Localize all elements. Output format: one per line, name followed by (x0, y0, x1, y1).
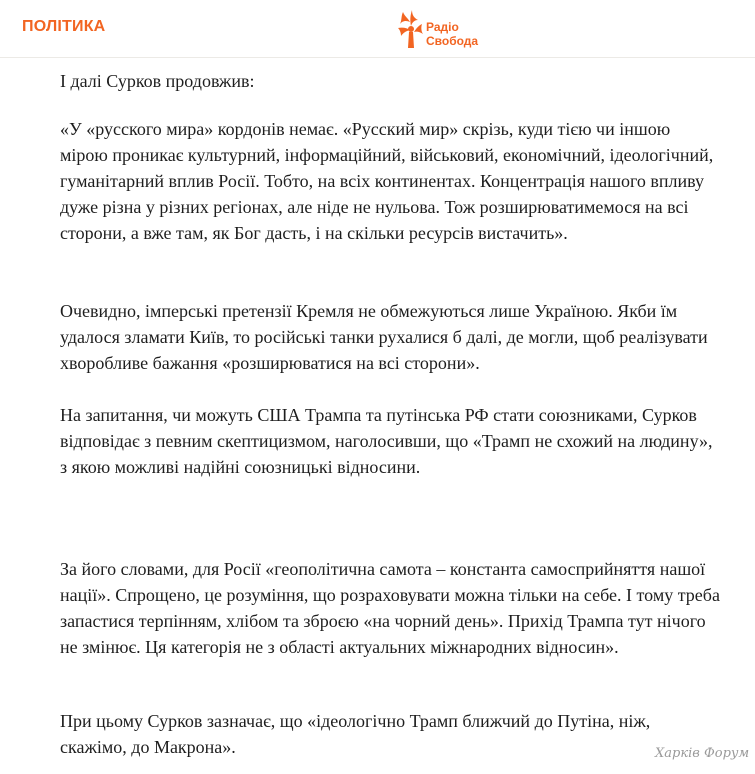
logo-flame-icon (396, 8, 424, 50)
forum-watermark: Харків Форум (655, 746, 750, 761)
paragraph-ideology: При цьому Сурков зазначає, що «ідеологічно Трамп ближчий до Путіна, ніж, скажімо, до Макрона». (60, 711, 651, 757)
paragraph-trump-question: На запитання, чи можуть США Трампа та путінська РФ стати союзниками, Сурков відповідає з певним скептицизмом, наголосивши, що «Трамп не схожий на людину», з якою можливі надійні союзницькі відносини. (60, 405, 713, 477)
paragraph-claims: Очевидно, імперські претензії Кремля не обмежуються лише Україною. Якби їм удалося зламати Київ, то російські танки рухалися б далі, де могли, щоб реалізувати хворобливе бажання «розширюватися на всі сторони». (60, 301, 708, 373)
logo-line-1: Радіо (426, 20, 459, 34)
paragraph-quote: «У «русского мира» кордонів немає. «Русский мир» скрізь, куди тією чи іншою мірою проникає культурний, інформаційний, військовий, економічний, ідеологічний, гуманітарний вплив Росії. Тобто, на всіх континентах. Концентрація нашого впливу дуже різна у різних регіонах, але ніде не нульова. Тож розширюватимемося на всі сторони, а вже там, як Бог дасть, і на скільки ресурсів вистачить». (60, 119, 714, 243)
section-label[interactable]: ПОЛІТИКА (22, 18, 106, 35)
logo-wordmark (426, 20, 478, 48)
radio-svoboda-logo[interactable] (396, 8, 496, 54)
paragraph-intro: І далі Сурков продовжив: (60, 71, 255, 91)
logo-line-2: Свобода (426, 34, 479, 48)
site-header (0, 0, 755, 58)
paragraph-loneliness: За його словами, для Росії «геополітична самота – константа самосприйняття нашої нації». Спрощено, це розуміння, що розраховувати можна тільки на себе. І тому треба запастися терпінням, хлібом та зброєю «на чорний день». Прихід Трампа тут нічого не змінює. Ця категорія не з області актуальних міжнародних відносин». (60, 559, 720, 657)
